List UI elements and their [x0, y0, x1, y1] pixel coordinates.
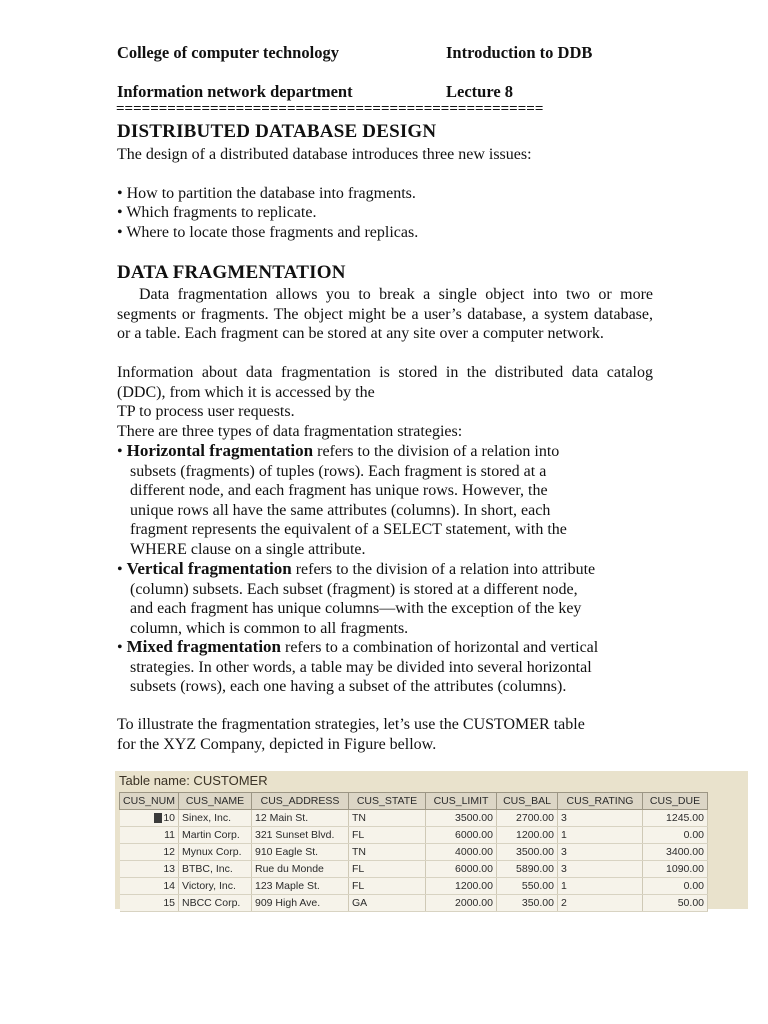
mixed-fragmentation-item: [117, 637, 657, 697]
fragmentation-paragraph-1: Data fragmentation allows you to break a single object into two or more segments or fragments. The object might be a user’s database, a system database, or a table. Each fragment can be stored at any site over a computer network.: [117, 286, 653, 343]
design-bullet-1: • How to partition the database into fragments.: [117, 185, 416, 202]
table-cell: 0.00: [643, 878, 708, 895]
illustrate-line-2: for the XYZ Company, depicted in Figure bellow.: [117, 736, 437, 753]
column-header: CUS_STATE: [349, 793, 426, 810]
table-cell: Martin Corp.: [179, 827, 252, 844]
table-cell: 2000.00: [426, 895, 497, 912]
design-bullet-2: • Which fragments to replicate.: [117, 204, 317, 221]
table-cell: 350.00: [497, 895, 558, 912]
table-cell: Sinex, Inc.: [179, 810, 252, 827]
table-cell: 3400.00: [643, 844, 708, 861]
fragmentation-types-intro: There are three types of data fragmentation strategies:: [117, 423, 463, 440]
column-header: CUS_BAL: [497, 793, 558, 810]
table-cell: 1245.00: [643, 810, 708, 827]
table-header-row: [120, 793, 708, 810]
table-cell: 3: [558, 861, 643, 878]
column-header: CUS_NAME: [179, 793, 252, 810]
design-bullet-3: • Where to locate those fragments and replicas.: [117, 224, 419, 241]
horizontal-line: different node, and each fragment has unique rows. However, the: [130, 482, 548, 500]
table-cell: 13: [120, 861, 179, 878]
horizontal-line: unique rows all have the same attributes (columns). In short, each: [130, 501, 551, 519]
vertical-line: (column) subsets. Each subset (fragment) is stored at a different node,: [130, 580, 578, 598]
table-cell: 1: [558, 878, 643, 895]
mixed-line: subsets (rows), each one having a subset of the attributes (columns).: [130, 678, 567, 696]
header-rule: ==================================================: [116, 101, 544, 117]
table-row: [120, 861, 708, 878]
table-cell: 3: [558, 844, 643, 861]
table-cell: 2: [558, 895, 643, 912]
customer-table-figure: [115, 771, 748, 909]
table-cell: Rue du Monde: [252, 861, 349, 878]
bullet-glyph: •: [117, 443, 123, 460]
horizontal-lead: Horizontal fragmentation: [126, 441, 314, 460]
table-cell: 10: [120, 810, 179, 827]
mixed-lead: Mixed fragmentation: [126, 637, 281, 656]
table-row: [120, 895, 708, 912]
figure-title: Table name: CUSTOMER: [119, 773, 268, 788]
horizontal-line: WHERE clause on a single attribute.: [130, 540, 366, 558]
table-cell: 15: [120, 895, 179, 912]
column-header: CUS_ADDRESS: [252, 793, 349, 810]
horizontal-line: fragment represents the equivalent of a SELECT statement, with the: [130, 521, 567, 539]
college-name: College of computer technology: [117, 43, 339, 62]
section-title-design: DISTRIBUTED DATABASE DESIGN: [117, 121, 437, 142]
table-cell: 123 Maple St.: [252, 878, 349, 895]
table-cell: FL: [349, 827, 426, 844]
table-cell: Mynux Corp.: [179, 844, 252, 861]
table-cell: 550.00: [497, 878, 558, 895]
table-cell: 3: [558, 810, 643, 827]
illustrate-line-1: To illustrate the fragmentation strategies, let’s use the CUSTOMER table: [117, 716, 585, 733]
table-cell: Victory, Inc.: [179, 878, 252, 895]
table-cell: 321 Sunset Blvd.: [252, 827, 349, 844]
table-cell: 1: [558, 827, 643, 844]
mixed-line: strategies. In other words, a table may be divided into several horizontal: [130, 658, 592, 676]
table-cell: 3500.00: [426, 810, 497, 827]
bullet-glyph: •: [117, 639, 123, 656]
row-selector-icon: [154, 813, 162, 823]
table-cell: TN: [349, 810, 426, 827]
table-cell: 50.00: [643, 895, 708, 912]
table-row: [120, 844, 708, 861]
table-cell: 6000.00: [426, 827, 497, 844]
bullet-glyph: •: [117, 561, 123, 578]
customer-table: [119, 792, 708, 912]
vertical-line-1: refers to the division of a relation into attribute: [291, 561, 596, 578]
table-row: [120, 827, 708, 844]
vertical-lead: Vertical fragmentation: [126, 559, 292, 578]
lecture-number: Lecture 8: [446, 82, 514, 101]
horizontal-line: subsets (fragments) of tuples (rows). Each fragment is stored at a: [130, 462, 547, 480]
table-cell: 12: [120, 844, 179, 861]
table-cell: 4000.00: [426, 844, 497, 861]
table-cell: 910 Eagle St.: [252, 844, 349, 861]
table-cell: 909 High Ave.: [252, 895, 349, 912]
table-cell: 5890.00: [497, 861, 558, 878]
horizontal-line-1: refers to the division of a relation into: [313, 443, 560, 460]
column-header: CUS_DUE: [643, 793, 708, 810]
table-row: [120, 878, 708, 895]
column-header: CUS_LIMIT: [426, 793, 497, 810]
fragmentation-paragraph-2-end: TP to process user requests.: [117, 403, 295, 420]
table-cell: GA: [349, 895, 426, 912]
table-cell: FL: [349, 878, 426, 895]
table-cell: 3500.00: [497, 844, 558, 861]
table-cell: 6000.00: [426, 861, 497, 878]
table-cell: 11: [120, 827, 179, 844]
department-name: Information network department: [117, 82, 353, 101]
table-cell: 14: [120, 878, 179, 895]
column-header: CUS_RATING: [558, 793, 643, 810]
table-cell: FL: [349, 861, 426, 878]
fragmentation-paragraph-2: Information about data fragmentation is stored in the distributed data catalog (DDC), from which it is accessed by the: [117, 364, 653, 401]
vertical-fragmentation-item: [117, 559, 657, 638]
table-cell: 2700.00: [497, 810, 558, 827]
course-title: Introduction to DDB: [446, 43, 593, 62]
table-cell: NBCC Corp.: [179, 895, 252, 912]
table-cell: 1090.00: [643, 861, 708, 878]
table-cell: 1200.00: [497, 827, 558, 844]
table-cell: TN: [349, 844, 426, 861]
mixed-line-1: refers to a combination of horizontal and vertical: [281, 639, 599, 656]
table-cell: 0.00: [643, 827, 708, 844]
vertical-line: and each fragment has unique columns—with the exception of the key: [130, 600, 582, 618]
table-cell: 12 Main St.: [252, 810, 349, 827]
design-intro: The design of a distributed database introduces three new issues:: [117, 146, 532, 163]
vertical-line: column, which is common to all fragments.: [130, 619, 409, 637]
horizontal-fragmentation-item: [117, 441, 657, 560]
table-cell: 1200.00: [426, 878, 497, 895]
section-title-fragmentation: DATA FRAGMENTATION: [117, 262, 346, 283]
table-row: [120, 810, 708, 827]
column-header: CUS_NUM: [120, 793, 179, 810]
table-cell: BTBC, Inc.: [179, 861, 252, 878]
